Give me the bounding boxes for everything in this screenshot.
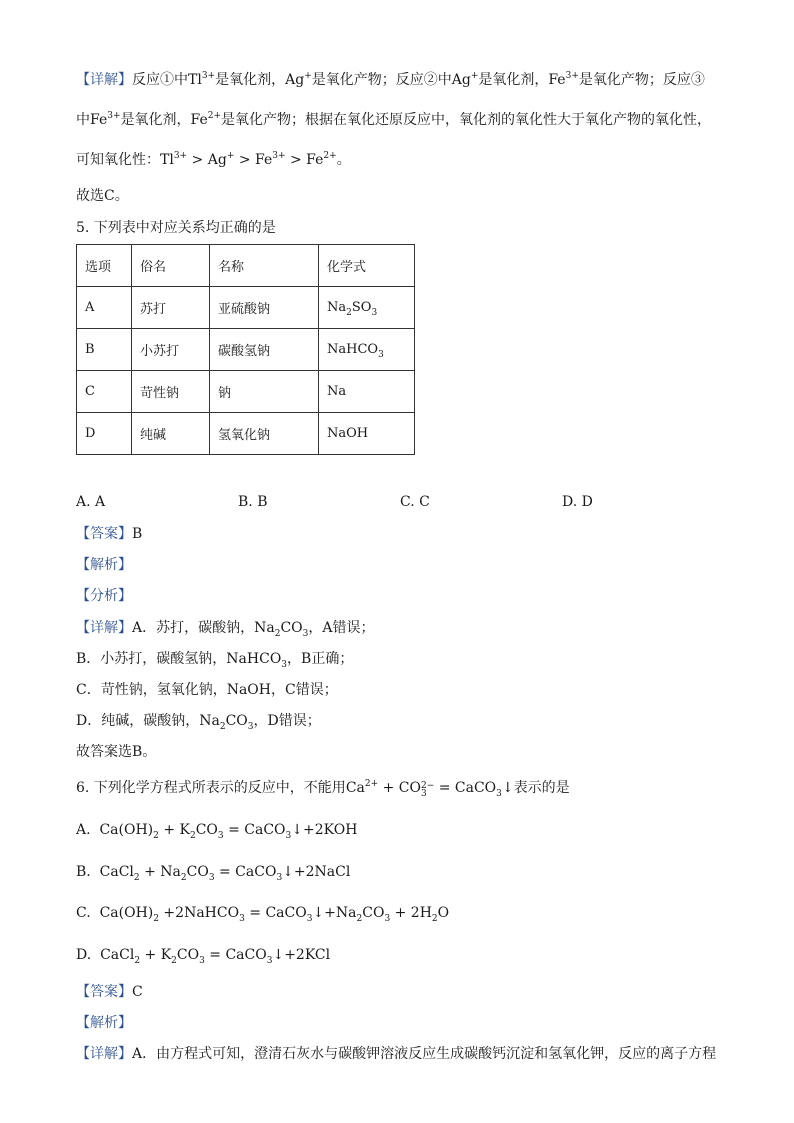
q6-option-d: D. CaCl$_2$ + $K_2CO_3$ = CaCO$_3$↓+2KCl (76, 947, 331, 966)
q5-detail-line-2: B．小苏打，碳酸氢钠，NaHCO$_3$，B正确； (76, 651, 354, 670)
q5-answer: 【答案】B (76, 526, 143, 542)
q5-conclusion: 故答案选B。 (76, 744, 157, 760)
formula-cell: $Na_2SO_3$ (319, 287, 415, 329)
option-cell: B (77, 329, 132, 371)
q5-detail-line-4: D．纯碱，碳酸钠，$Na_2CO_3$，D错误； (76, 713, 321, 732)
q6-option-b: B. CaCl$_2$ + $Na_2CO_3$ = CaCO$_3$↓+2NaCl (76, 864, 351, 883)
q6-analysis-tag: 【解析】 (76, 1015, 132, 1031)
q4-detail-line-3: 可知氧化性：$Tl^{3+} > Ag^+ > Fe^{3+} > Fe^{2+}$。 (76, 151, 351, 168)
q4-detail-line-1: 【详解】反应①中$Tl^{3+}$是氧化剂，Ag+是氧化产物；反应②中Ag+是氧化剂，$Fe^{3+}$是氧化产物；反应③ (76, 71, 705, 88)
q6-detail: 【详解】A．由方程式可知，澄清石灰水与碳酸钾溶液反应生成碳酸钙沉淀和氢氧化钾，反应的离子方程 (76, 1046, 717, 1062)
answer-tag: 【答案】 (76, 984, 132, 1000)
formula-cell: NaOH (319, 413, 415, 455)
header-cell: 选项 (77, 245, 132, 287)
q5-table (76, 244, 415, 455)
name-cell: 碳酸氢钠 (210, 329, 319, 371)
name-cell: 氢氧化钠 (210, 413, 319, 455)
name-cell: 亚硫酸钠 (210, 287, 319, 329)
q5-option-c: C. C (400, 494, 430, 510)
table-row (77, 287, 415, 329)
formula-cell: NaHCO$_3$ (319, 329, 415, 371)
common-name-cell: 纯碱 (132, 413, 210, 455)
header-cell: 名称 (210, 245, 319, 287)
option-cell: A (77, 287, 132, 329)
option-cell: D (77, 413, 132, 455)
q5-detail-line-1: 【详解】A．苏打，碳酸钠，$Na_2CO_3$，A错误； (76, 620, 375, 639)
q5-detail-line-3: C．苛性钠，氢氧化钠，NaOH，C错误； (76, 682, 338, 698)
formula-cell: Na (319, 371, 415, 413)
q6-option-a: A. $Ca(OH)_2 + K_2CO_3$ = CaCO$_3$↓+2KOH (76, 822, 358, 841)
common-name-cell: 苛性钠 (132, 371, 210, 413)
q5-stem: 5. 下列表中对应关系均正确的是 (76, 220, 276, 236)
header-cell: 俗名 (132, 245, 210, 287)
q6-answer: 【答案】C (76, 984, 143, 1000)
q6-stem: 6. 下列化学方程式所表示的反应中，不能用$Ca^{2+}$ + CO 2− 3 = CaCO$_3$↓表示的是 (76, 779, 570, 799)
q4-detail-line-2: 中$Fe^{3+}$是氧化剂，$Fe^{2+}$是氧化产物；根据在氧化还原反应中，氧化剂的氧化性大于氧化产物的氧化性， (76, 111, 712, 128)
table-row (77, 413, 415, 455)
common-name-cell: 小苏打 (132, 329, 210, 371)
q4-conclusion: 故选C。 (76, 188, 129, 204)
option-cell: C (77, 371, 132, 413)
common-name-cell: 苏打 (132, 287, 210, 329)
table-row (77, 371, 415, 413)
table-row (77, 329, 415, 371)
name-cell: 钠 (210, 371, 319, 413)
q5-option-a: A. A (76, 494, 106, 510)
q5-analysis-tag: 【解析】 (76, 557, 132, 573)
table-header-row (77, 245, 415, 287)
answer-tag: 【答案】 (76, 526, 132, 542)
q5-fenxi-tag: 【分析】 (76, 588, 132, 604)
detail-tag: 【详解】 (76, 72, 132, 88)
q5-option-b: B. B (238, 494, 268, 510)
q5-option-d: D. D (562, 494, 593, 510)
header-cell: 化学式 (319, 245, 415, 287)
q6-option-c: C. $Ca(OH)_2$ +2NaHCO$_3$ = $CaCO_3↓+Na_2CO_3 + 2H_2O$ (76, 905, 450, 924)
